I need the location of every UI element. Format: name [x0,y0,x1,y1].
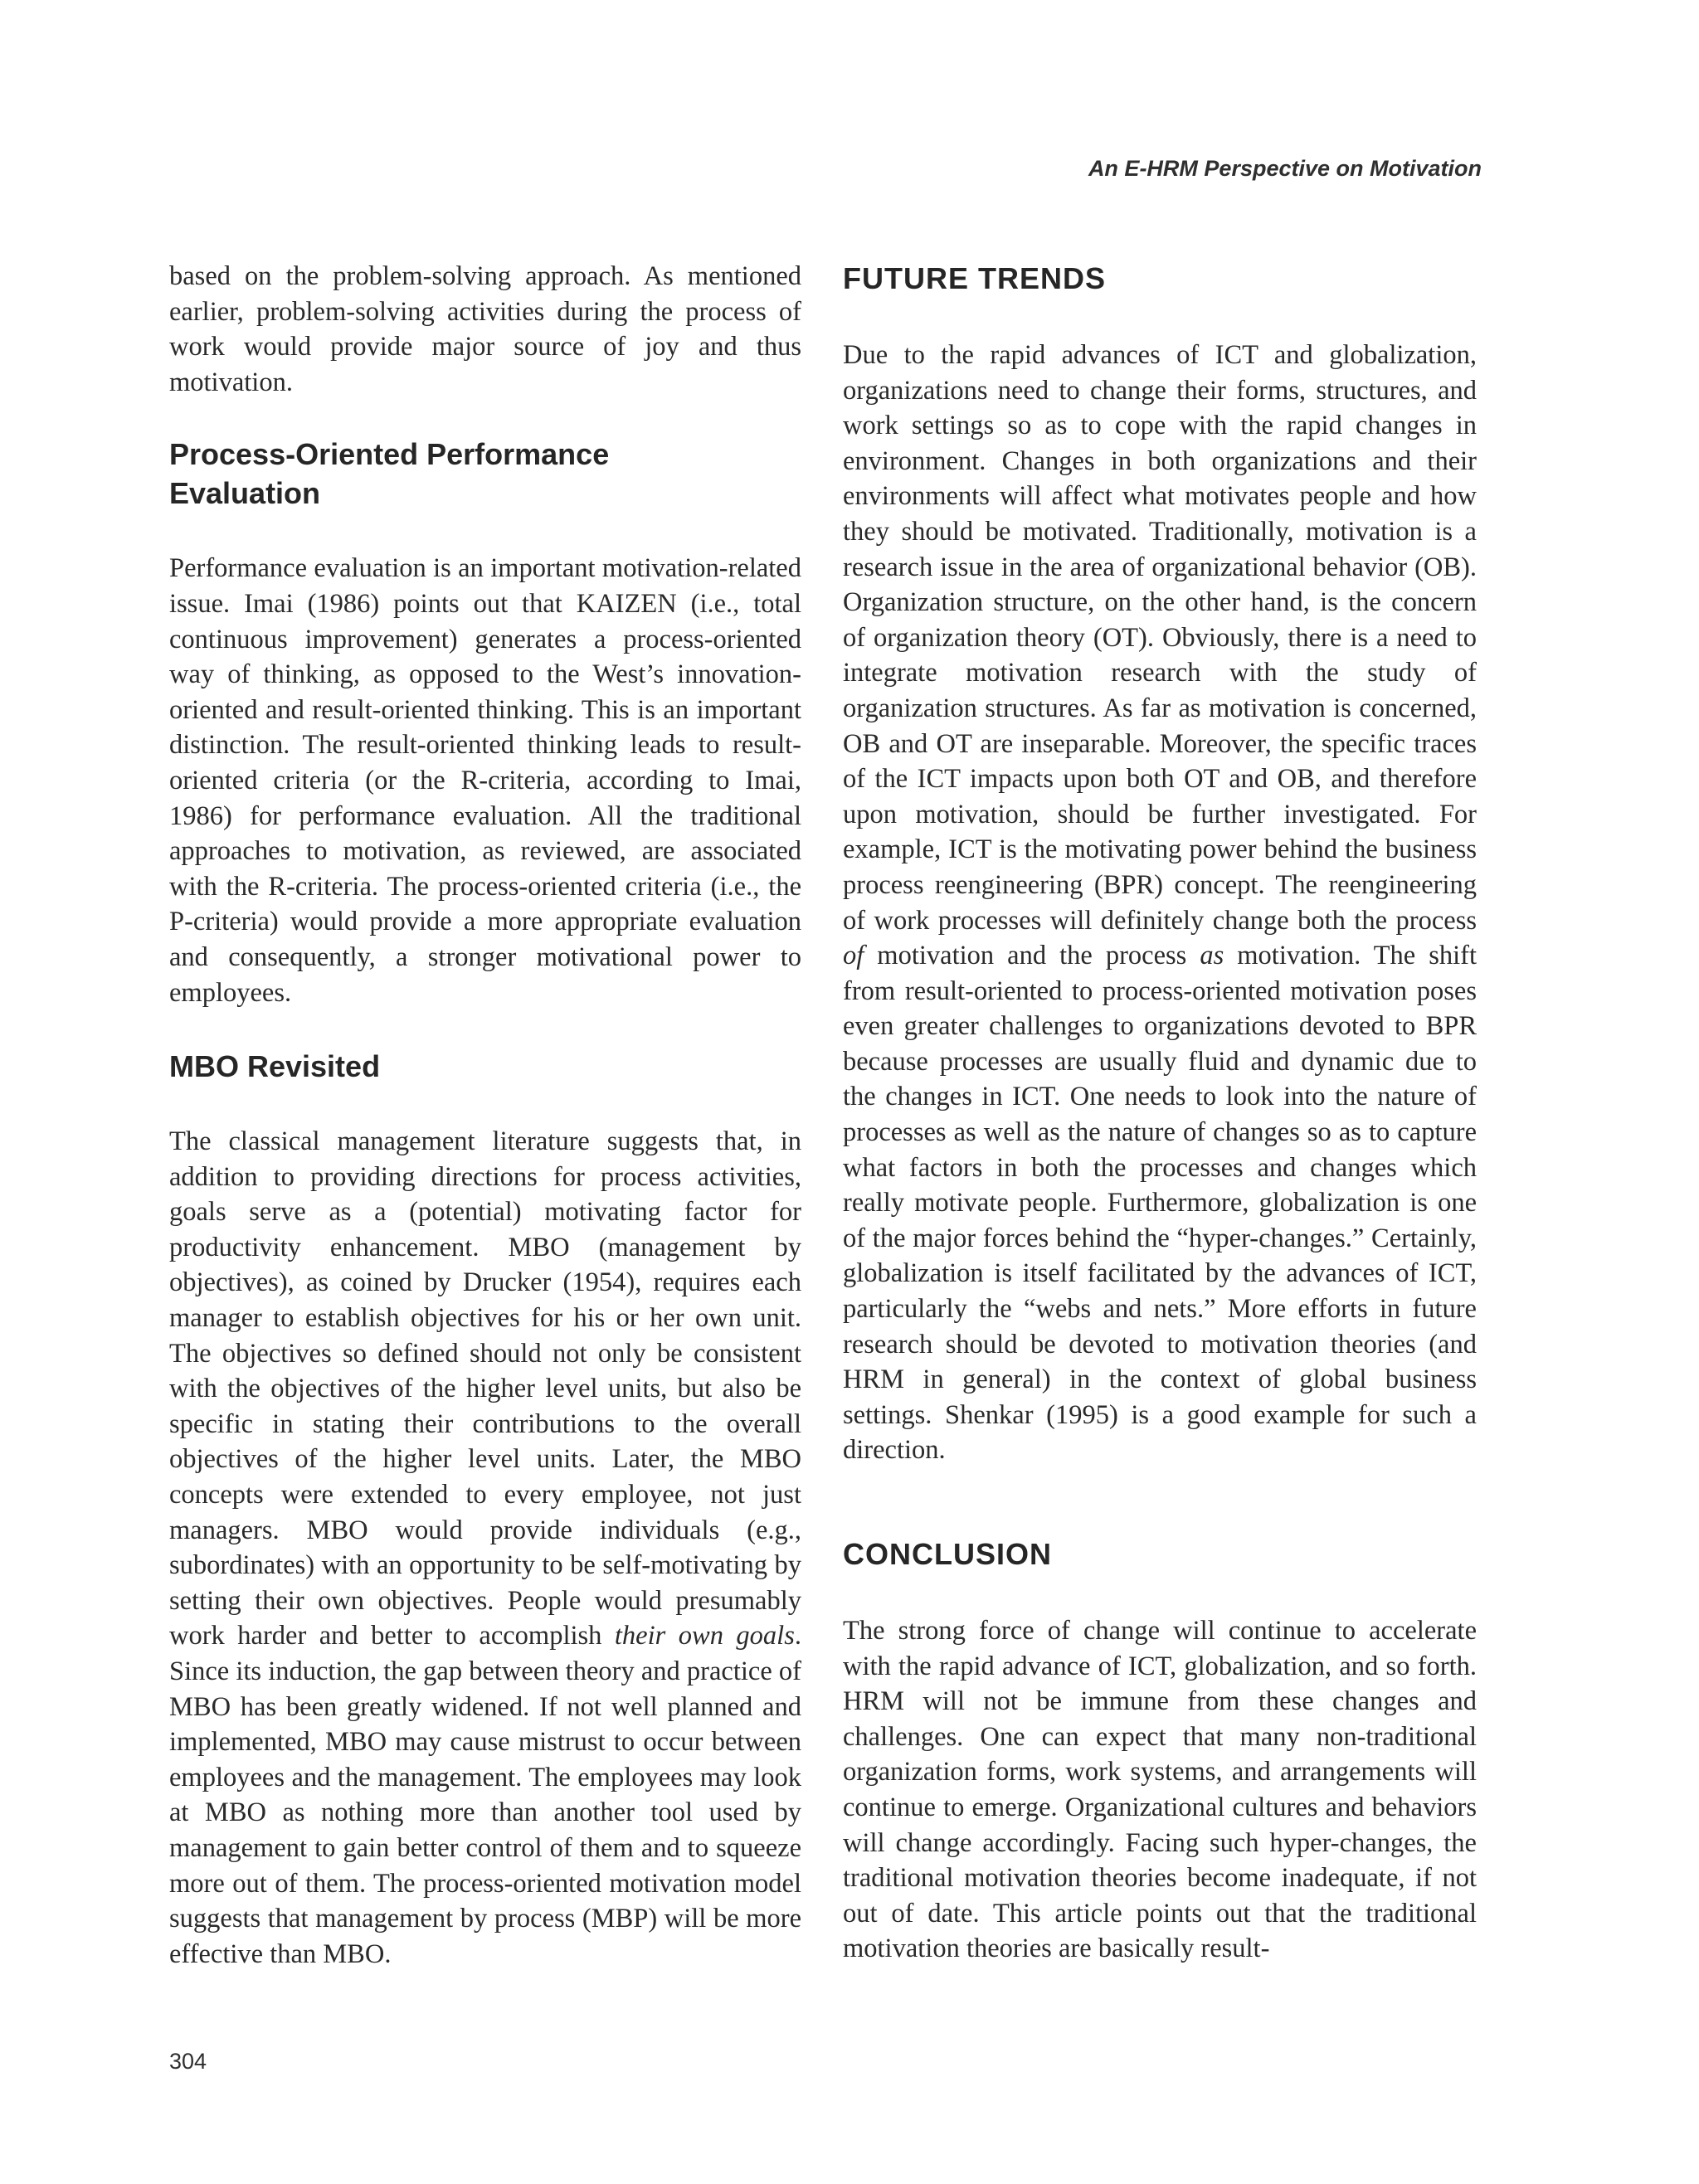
page-number: 304 [169,2049,207,2074]
mbo-emphasis: their own goals [614,1621,795,1651]
mbo-revisited-paragraph [169,1124,801,1972]
left-column [169,259,801,1972]
section-heading-mbo-revisited: MBO Revisited [169,1049,381,1084]
section-heading-future-trends: FUTURE TRENDS [843,261,1106,295]
mbo-text-part1: The classical management literature suggests that, in addition to providing directions for process activities, goals serve as a (potential) motivating factor for productivity enhancement. MBO (management by objectives), as coined by Drucker (1954), requires each manager to establish objectives for his or her own unit. The objectives so defined should not only be consistent with the objectives of the higher level units, but also be specific in stating their contributions to the overall objectives of the higher level units. Later, the MBO concepts were extended to every employee, not just managers. MBO would provide individuals (e.g., subordinates) with an opportunity to be self-motivating by setting their own objectives. People would presumably work harder and better to accomplish [169,1126,801,1651]
right-column [843,259,1477,1967]
running-head: An E-HRM Perspective on Motivation [1088,156,1482,181]
future-trends-part2: motivation and the process [864,941,1200,971]
future-trends-part3: motivation. The shift from result-oriented to process-oriented motivation poses even greater challenges to organizations devoted to BPR because processes are usually fluid and dynamic due to the changes in ICT. One needs to look into the nature of processes as well as the nature of changes so as to capture what factors in both the processes and changes which really motivate people. Furthermore, globalization is one of the major forces behind the “hyper-changes.” Certainly, globalization is itself facilitated by the advances of ICT, particularly the “webs and nets.” More efforts in future research should be devoted to motivation theories (and HRM in general) in the context of global business settings. Shenkar (1995) is a good example for such a direction. [843,941,1477,1466]
mbo-text-part2: . Since its induction, the gap between theory and practice of MBO has been greatly widened. If not well planned and implemented, MBO may cause mistrust to occur between employees and the management. The employees may look at MBO as nothing more than another tool used by management to gain better control of them and to squeeze more out of them. The process-oriented motivation model suggests that management by process (MBP) will be more effective than MBO. [169,1621,801,1969]
performance-evaluation-paragraph: Performance evaluation is an important motivation-related issue. Imai (1986) points out that KAIZEN (i.e., total continuous improvement) generates a process-oriented way of thinking, as opposed to the West’s innovation-oriented and result-oriented thinking. This is an important distinction. The result-oriented thinking leads to result-oriented criteria (or the R-criteria, according to Imai, 1986) for performance evaluation. All the traditional approaches to motivation, as reviewed, are associated with the R-criteria. The process-oriented criteria (i.e., the P-criteria) would provide a more appropriate evaluation and consequently, a stronger motivational power to employees. [169,553,801,1008]
intro-paragraph: based on the problem-solving approach. As mentioned earlier, problem-solving activities during the process of work would provide major source of joy and thus motivation. [169,261,801,397]
future-trends-emphasis-of: of [843,941,864,971]
future-trends-part1: Due to the rapid advances of ICT and globalization, organizations need to change their forms, structures, and work settings so as to cope with the rapid changes in environment. Changes in both organizations and their environments will affect what motivates people and how they should be motivated. Traditionally, motivation is a research issue in the area of organizational behavior (OB). Organization structure, on the other hand, is the concern of organization theory (OT). Obviously, there is a need to integrate motivation research with the study of organization structures. As far as motivation is concerned, OB and OT are inseparable. Moreover, the specific traces of the ICT impacts upon both OT and OB, and therefore upon motivation, should be further investigated. For example, ICT is the motivating power behind the business process reengineering (BPR) concept. The reengineering of work processes will definitely change both the process [843,340,1477,936]
section-heading-performance-evaluation: Process-Oriented Performance Evaluation [169,437,610,511]
future-trends-paragraph [843,338,1477,1468]
section-heading-conclusion: CONCLUSION [843,1537,1052,1571]
conclusion-paragraph: The strong force of change will continue to accelerate with the rapid advance of ICT, globalization, and so forth. HRM will not be immune from these changes and challenges. One can expect that many non-traditional organization forms, work systems, and arrangements will continue to emerge. Organizational cultures and behaviors will change accordingly. Facing such hyper-changes, the traditional motivation theories become inadequate, if not out of date. This article points out that the traditional motivation theories are basically result- [843,1616,1477,1964]
future-trends-emphasis-as: as [1200,941,1224,971]
